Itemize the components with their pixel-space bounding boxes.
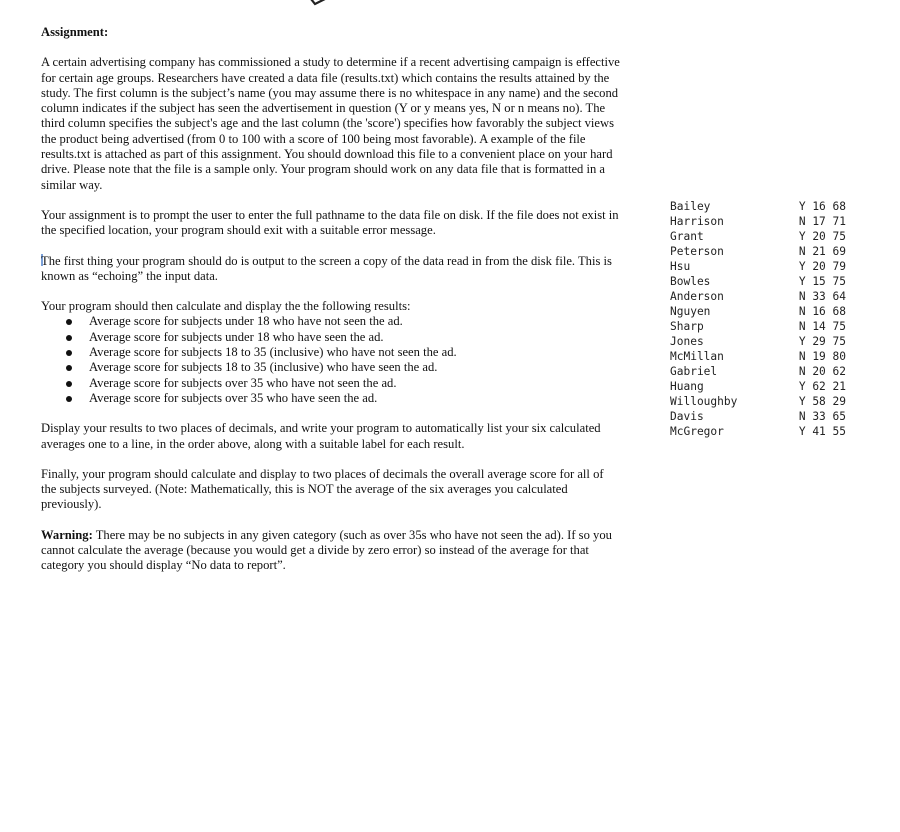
list-item: Average score for subjects over 35 who have not seen the ad. <box>41 376 621 391</box>
table-row <box>670 259 846 274</box>
list-item: Average score for subjects over 35 who have seen the ad. <box>41 391 621 406</box>
subject-name: Davis <box>670 410 704 423</box>
table-row <box>670 424 846 439</box>
table-row <box>670 199 846 214</box>
data-file-listing <box>670 199 846 439</box>
table-row <box>670 304 846 319</box>
list-item: Average score for subjects 18 to 35 (inclusive) who have not seen the ad. <box>41 345 621 360</box>
table-row <box>670 364 846 379</box>
subject-name: Huang <box>670 380 704 393</box>
assignment-heading: Assignment: <box>41 25 109 39</box>
subject-name: Jones <box>670 335 704 348</box>
table-row <box>670 274 846 289</box>
subject-values: N 16 68 <box>798 305 846 318</box>
table-row <box>670 334 846 349</box>
subject-values: Y 58 29 <box>798 395 846 408</box>
list-item: Average score for subjects under 18 who have seen the ad. <box>41 330 621 345</box>
table-row <box>670 409 846 424</box>
subject-name: Peterson <box>670 245 724 258</box>
display-paragraph: Display your results to two places of decimals, and write your program to automatically list your six calculated averages one to a line, in the order above, along with a suitable label for each result. <box>41 421 601 451</box>
subject-name: Harrison <box>670 215 724 228</box>
table-row <box>670 319 846 334</box>
subject-values: N 19 80 <box>798 350 846 363</box>
calc-intro: Your program should then calculate and display the the following results: <box>41 299 411 314</box>
list-item: Average score for subjects 18 to 35 (inclusive) who have seen the ad. <box>41 360 621 375</box>
subject-values: Y 41 55 <box>798 425 846 438</box>
table-row <box>670 379 846 394</box>
subject-values: Y 15 75 <box>798 275 846 288</box>
subject-name: Willoughby <box>670 395 738 408</box>
intro-paragraph: A certain advertising company has commissioned a study to determine if a recent advertising campaign is effective for certain age groups. Researchers have created a data file (results.txt) which contains the results attained by the study. The first column is the subject’s name (you may assume there is no whitespace in any name) and the second column indicates if the subject has seen the advertisement in question (Y or y means yes, N or n means no). The third column specifies the subject's age and the last column (the 'score') specifies how favorably the subject views the product being advertised (from 0 to 100 with a score of 100 being most favorable). A example of the file results.txt is attached as part of this assignment. You should download this file to a convenient place on your hard drive. Please note that the file is a sample only. Your program should work on any data file that is formatted in a similar way. <box>41 55 620 192</box>
table-row <box>670 244 846 259</box>
echo-paragraph-text: The first thing your program should do is output to the screen a copy of the data read in from the disk file. This is known as “echoing” the input data. <box>41 253 612 283</box>
subject-name: McGregor <box>670 425 724 438</box>
subject-name: Nguyen <box>670 305 711 318</box>
subject-name: Hsu <box>670 260 691 273</box>
subject-name: Sharp <box>670 320 704 333</box>
table-row <box>670 214 846 229</box>
table-row <box>670 349 846 364</box>
warning-label: Warning: <box>41 527 93 542</box>
warning-text: There may be no subjects in any given category (such as over 35s who have not seen the ad). If so you cannot calculate the average (because you would get a divide by zero error) so instead of the average for that category you should display “No data to report”. <box>41 527 612 573</box>
subject-values: N 33 64 <box>798 290 846 303</box>
subject-values: N 17 71 <box>798 215 846 228</box>
subject-values: N 14 75 <box>798 320 846 333</box>
warning-paragraph <box>41 528 621 574</box>
subject-name: McMillan <box>670 350 724 363</box>
assignment-document <box>41 25 621 589</box>
subject-name: Bailey <box>670 200 711 213</box>
subject-name: Anderson <box>670 290 724 303</box>
results-list <box>41 314 621 406</box>
table-row <box>670 229 846 244</box>
subject-name: Bowles <box>670 275 711 288</box>
table-row <box>670 289 846 304</box>
subject-values: N 21 69 <box>798 245 846 258</box>
subject-values: Y 29 75 <box>798 335 846 348</box>
logo-fragment-icon <box>303 0 363 10</box>
subject-values: N 33 65 <box>798 410 846 423</box>
subject-name: Gabriel <box>670 365 718 378</box>
subject-values: Y 20 79 <box>798 260 846 273</box>
table-row <box>670 394 846 409</box>
subject-name: Grant <box>670 230 704 243</box>
prompt-paragraph: Your assignment is to prompt the user to enter the full pathname to the data file on disk. If the file does not exist in the specified location, your program should exit with a suitable error message. <box>41 207 619 238</box>
echo-paragraph <box>41 254 621 285</box>
subject-values: Y 20 75 <box>798 230 846 243</box>
finally-paragraph: Finally, your program should calculate and display to two places of decimals the overall average score for all of the subjects surveyed. (Note: Mathematically, this is NOT the average of the six averages you calculated previously). <box>41 466 604 512</box>
list-item: Average score for subjects under 18 who have not seen the ad. <box>41 314 621 329</box>
subject-values: N 20 62 <box>798 365 846 378</box>
subject-values: Y 62 21 <box>798 380 846 393</box>
subject-values: Y 16 68 <box>798 200 846 213</box>
